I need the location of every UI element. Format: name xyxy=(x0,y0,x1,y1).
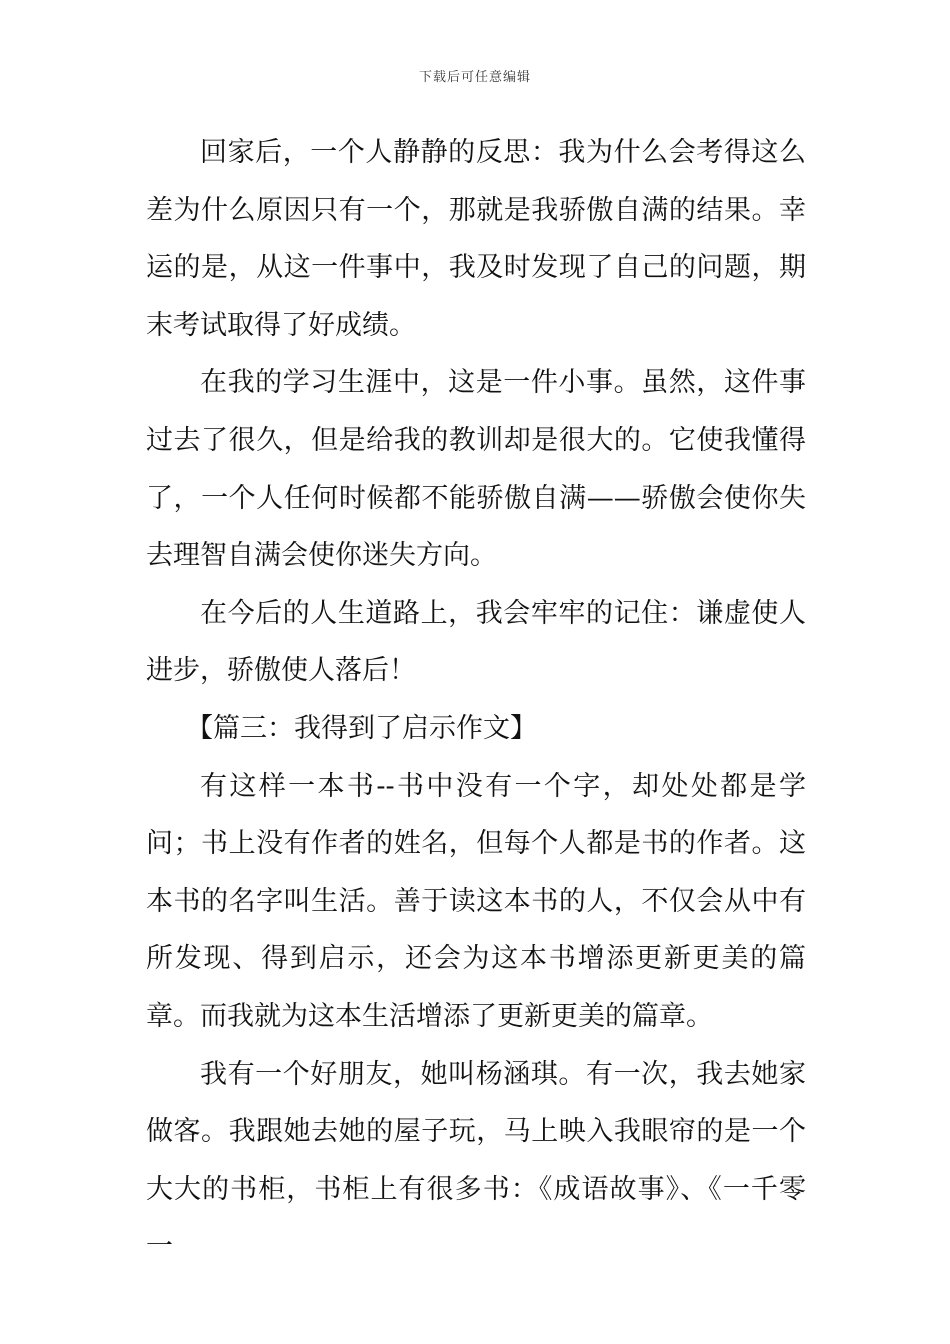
page-header: 下载后可任意编辑 xyxy=(418,70,531,85)
paragraph-reflection: 回家后，一个人静静的反思：我为什么会考得这么差为什么原因只有一个，那就是我骄傲自满的结果。幸运的是，从这一件事中，我及时发现了自己的问题，期末考试取得了好成绩。 xyxy=(146,137,806,341)
section-heading: 【篇三：我得到了启示作文】 xyxy=(186,712,537,744)
paragraph-book-of-life: 有这样一本书--书中没有一个字，却处处都是学问；书上没有作者的姓名，但每个人都是书的作者。这本书的名字叫生活。善于读这本书的人，不仅会从中有所发现、得到启示，还会为这本书增添更新更美的篇章。而我就为这本生活增添了更新更美的篇章。 xyxy=(146,770,806,1032)
paragraph-resolution: 在今后的人生道路上，我会牢牢的记住：谦虚使人进步，骄傲使人落后！ xyxy=(146,597,806,687)
paragraph-friend-visit: 我有一个好朋友，她叫杨涵琪。有一次，我去她家做客。我跟她去她的屋子玩，马上映入我眼帘的是一个大大的书柜，书柜上有很多书：《成语故事》、《一千零一 xyxy=(146,1058,806,1263)
paragraph-lesson: 在我的学习生涯中，这是一件小事。虽然，这件事过去了很久，但是给我的教训却是很大的。它使我懂得了，一个人任何时候都不能骄傲自满——骄傲会使你失去理智自满会使你迷失方向。 xyxy=(146,367,806,572)
document-body xyxy=(146,124,806,1276)
